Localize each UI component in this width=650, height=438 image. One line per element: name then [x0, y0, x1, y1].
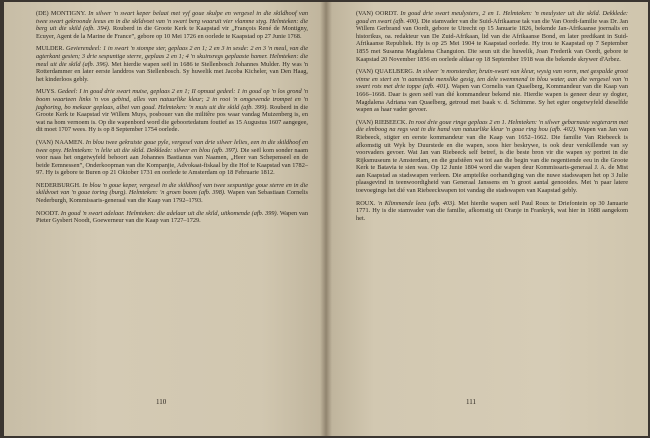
entry	[36, 88, 308, 134]
entry	[356, 68, 628, 114]
entry-name: MUYS.	[36, 88, 56, 96]
entry-blazon: In blou 'n goue keper, vergesel in die skildhoof van twee sespuntige goue sterre en in die skildvoet van 'n goue toring (burg). Helmteken: 'n groen boom (afb. 398).	[36, 181, 308, 197]
entry-name: NOODT.	[36, 209, 60, 217]
entry	[36, 182, 308, 205]
entry-text: Met hierdie wapen seël in 1686 te Stellenbosch Johannes Mulder. Hy was 'n Rotterdammer en later eerste landdros van Stellenbosch. Sy huwelik met Jacoba Kicheler, van Den Haag, het kinderloos gebly.	[36, 60, 308, 83]
page-number: 110	[156, 398, 167, 406]
right-page	[326, 2, 648, 436]
entry	[36, 139, 308, 177]
entry	[356, 10, 628, 63]
page-number: 111	[466, 398, 476, 406]
left-column	[36, 10, 308, 230]
right-column	[356, 10, 628, 227]
entry-text: Met hierdie wapen seël Paul Roux te Driefontein op 30 Januarie 1771. Hy is die stamvader van die familie, afkomstig uit Oranje in Frankryk, wat hier in 1688 aangekom het.	[356, 199, 628, 222]
entry	[36, 45, 308, 83]
entry-name: MULDER.	[36, 45, 65, 53]
entry-blazon: In rooi drie goue ringe geplaas 2 en 1. Helmteken: 'n silwer gebarnaste vegterarm met die elmboog na regs wat in die hand van natuurlike kleur 'n goue ring hou (afb. 402).	[356, 118, 628, 134]
left-page	[4, 2, 326, 436]
entry-blazon: In goud drie swart meulysters, 2 en 1. Helmteken: 'n meulyster uit die skild. Dekklede: goud en swart (afb. 400).	[356, 10, 628, 25]
book-spread	[4, 2, 648, 436]
entry-name: (VAN) QUAELBERG.	[356, 68, 415, 76]
entry-name: ROUX.	[356, 199, 376, 207]
entry-blazon: In goud 'n swart adelaar. Helmteken: die adelaar uit die skild, uitkomende (afb. 399).	[60, 209, 279, 217]
entry-text: Die stamvader van die Suid-Afrikaanse tak van die Van Oordt-familie was Dr. Jan Willem Gerbrand van Oordt, gebore te Utrecht op 15 Januarie 1826, bekende Jan-Afrikaanse joernalis en historikus, oa. redakteur van De Zuid-Afrikaan, lid van die Afrikaanse Bond, en later predikant in Suid-Afrikaanse Republiek. Hy is op 25 Mei 1904 te Kaapstad oorlede. Hy trou te Kaapstad op 7 September 1855 met Susanna Magdalena Changuion. Die seun uit die huwelik, Joan Frederik van Oordt, gebore te Kaapstad 20 November 1856 en oorlede aldaar op 18 September 1918 was die bekende skrywer d'Arbez.	[356, 17, 628, 63]
entry-name: (VAN) RIEBEECK.	[356, 118, 408, 126]
entry-text: Wapen van Pieter Gysbert Noodt, Goewerneur van die Kaap van 1727–1729.	[36, 209, 308, 225]
entry-name: (VAN) OORDT.	[356, 10, 399, 17]
entry-blazon: Gedeel: I in goud drie swart muise, geplaas 2 en 1; II opnuut gedeel: 1 in goud op 'n los grond 'n boom waarteen links 'n vos gebind, alles van natuurlike kleur; 2 in rooi 'n omgewende trompet en 'n jaghoring, bo mekaar geplaas, albei van goud. Helmteken: 'n muis uit die skild (afb. 399).	[36, 88, 308, 111]
entry	[36, 210, 308, 225]
entry-blazon: 'n Klimmende leeu (afb. 403).	[377, 199, 456, 207]
entry-name: NEDERBURGH.	[36, 181, 81, 189]
entry	[36, 10, 308, 40]
entry-name: (VAN) NAAMEN.	[36, 138, 84, 146]
entry-text: Die seël kom sonder naam voor naas het ongetwyfeld behoort aan Johannes Bastianus van Naamen, „Heer van Schepenseel en de beide Eemnessen”, Onderkoopman van die Kompanjie, Advokaat-fiskaal by die Hof te Kaapstad van 1782–97. Hy is gebore te Buren op 21 Oktober 1731 en oorlede te Amsterdam op 18 Februarie 1812.	[36, 146, 308, 177]
entry-text: Wapen van Jan van Riebeeck, stigter en eerste kommandeur van die Kaap van 1652–1662. Die familie Van Riebeeck is afkomstig uit Wyk by Duurstede en die wapen, soos hier beskrywe, is ook deur verskillende van sy voorvaders gevoer. Wat Jan van Riebeeck self betref, is die beste bron vir die wapen sy portret in die Rijksmuseum te Amsterdam, en die grafstêen wat tot aan die begin van die negentiende eeu in die Groote Kerk te Batavia te sien was. Op 12 Junie 1804 word die wapen deur Kommissaris-generaal J. A. de Mist aan Kaapstad as stadswapen verleen. Die amptelike oorhandiging van die nuwe stadswapen het op 3 Julie plaasgevind in teenwoordigheid van Generaal Janssens en 'n groot aantal genooides. Met 'n paar latere toevoegings het dié van Riebeeckwapen tot vandag die stadswapen van Kaapstad gebly.	[356, 126, 628, 195]
entry-name: (DE) MONTIGNY.	[36, 10, 86, 17]
book-gutter	[320, 2, 332, 436]
entry-text: Wapen van Sebastiaan Cornelis Nederburgh, Kommissaris-generaal van die Kaap van 1792–1793.	[36, 189, 308, 205]
entry	[356, 200, 628, 223]
entry-text: Rouberd in die Groote Kerk te Kaapstad vir „François René de Montigny, Ecuyer, Agent de la Marine de France”, gebore op 10 Mei 1726 en oorlede te Kaapstad op 27 Junie 1768.	[36, 25, 309, 40]
entry-text: Rouberd in die Groote Kerk te Kaapstad vir Willem Muys, posbouer van die militêre pos waar vandag Muizenberg is, en wat na hom vernoem is. Op die wapenbord word die geboortedatum foutief as 15 Augustus 1607 aangegee, dit moet 1707 wees. Hy is op 8 September 1754 oorlede.	[36, 103, 308, 134]
entry-blazon: In silwer 'n swart keper belaai met vyf goue skulpe en vergesel in die skildhoof van twee swart gekroonde leeus en in die skildvoet van 'n swart berg waaruit vier vlamme styg. Helmteken: die berg uit die skild (afb. 394).	[36, 10, 308, 33]
entry-blazon: In blou twee gekruiste goue pyle, vergesel van drie silwer lelies, een in die skildhoof en twee opsy. Helmteken: 'n lelie uit die skild. Dekklede: silwer en blou (afb. 397).	[36, 138, 309, 154]
entry-blazon: Gevierendeel: 1 in swart 'n stompe ster, geplaas 2 en 1; 2 en 3 in sesde: 2 en 3 'n meul, van die agterkant gesien; 3 drie sespuntige sterre, geplaas 2 en 1; 4 'n skuinsregs geplaaste hamer. Helmteken: die meul uit die skild (afb. 396).	[36, 45, 308, 68]
entry-blazon: In silwer 'n monsterdier, bruin-swart van kleur, wysig van vorm, met gespalde groot vinne en stert en 'n aansiende menslike gesig, ten dele swemmend in blou water, aan die vergesel van 'n swart rots met drie toppe (afb. 401).	[356, 68, 628, 91]
entry-text: Wapen van Cornelis van Quaelberg, Kommandeur van die Kaap van 1666–1668. Daar is geen seël van dié kommandeur bekend nie. Hierdie wapen is geneer deur sy dogter, Magdalena Adriana van Quaelberg, getroud met Isaak v. d. Schimme. Sy het egter ongetwyfeld dieselfde wapen as haar vader gevoer.	[356, 83, 628, 114]
entry	[356, 119, 628, 195]
